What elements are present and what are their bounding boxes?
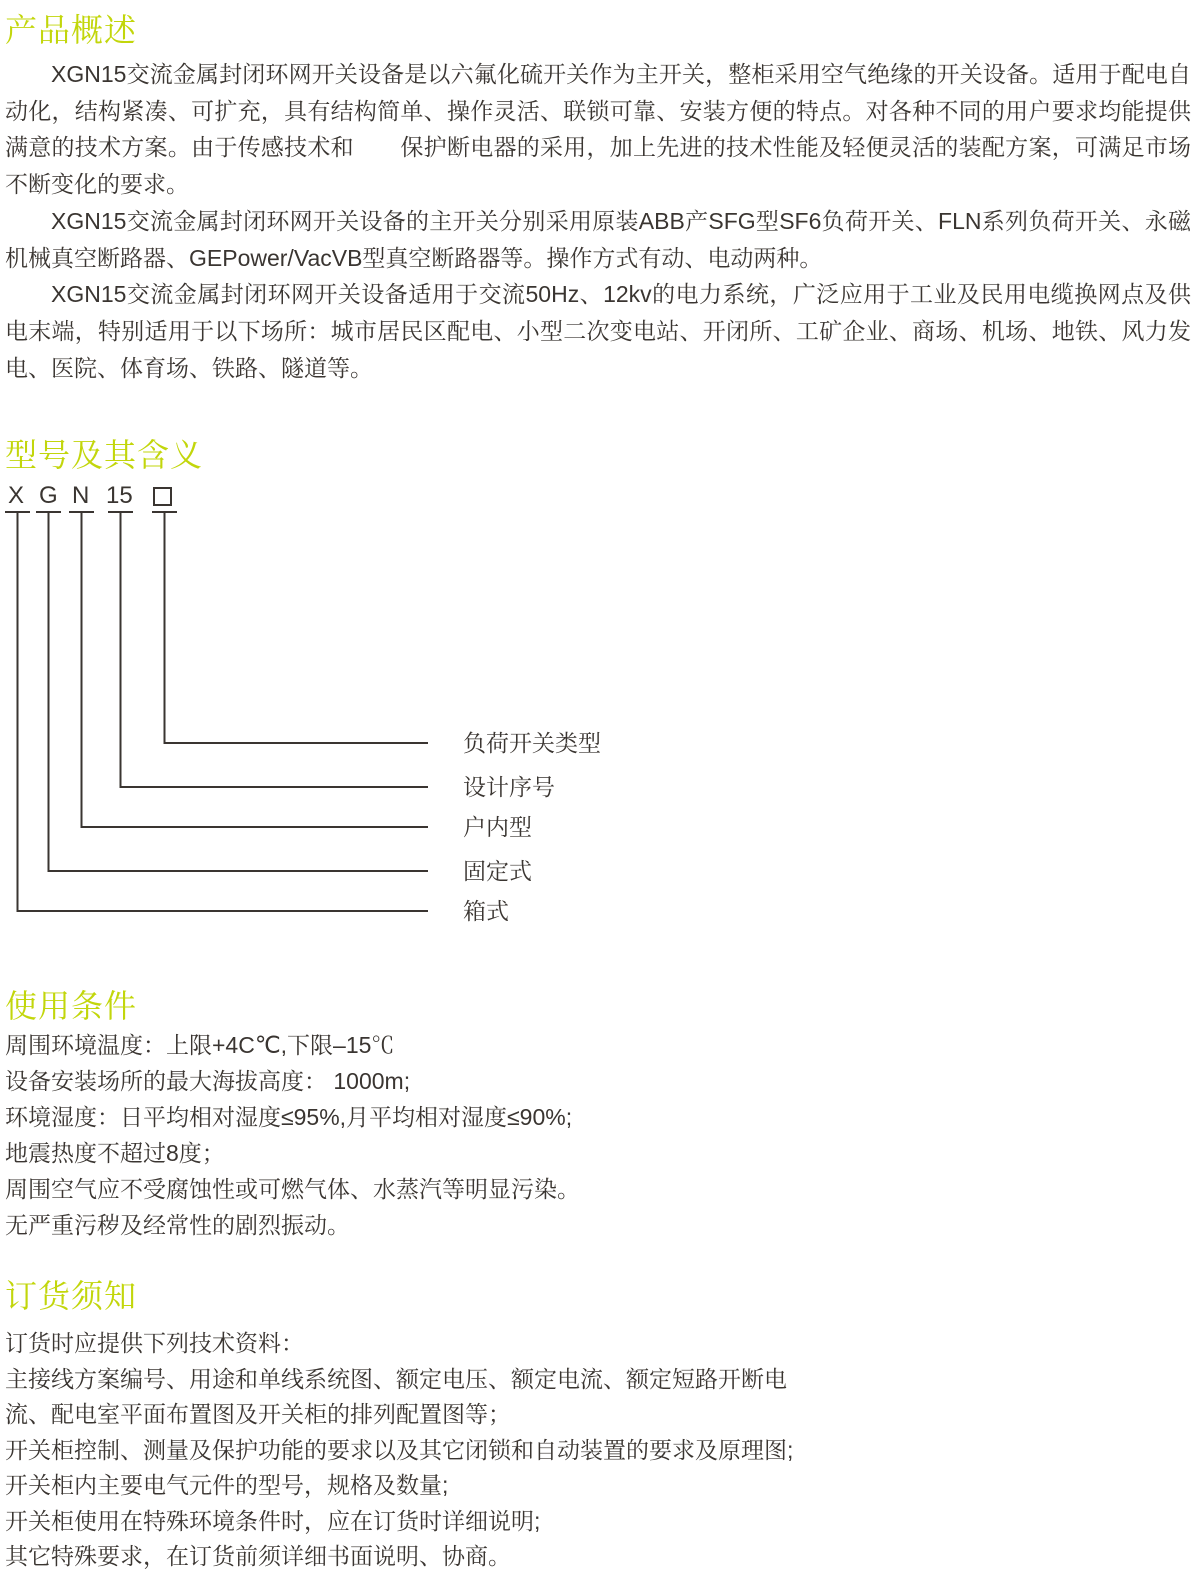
overview-heading: 产品概述 xyxy=(5,12,138,48)
ordering-note-item: 开关柜内主要电气元件的型号，规格及数量; xyxy=(5,1472,449,1498)
model-code-number-15: 15 xyxy=(106,482,133,509)
ordering-note-item: 流、配电室平面布置图及开关柜的排列配置图等； xyxy=(5,1401,511,1427)
model-label-fixed-type: 固定式 xyxy=(463,858,532,884)
model-diagram-lines xyxy=(0,478,440,938)
usage-condition-item: 周围环境温度：上限+4C℃,下限–15℃ xyxy=(5,1032,395,1058)
ordering-note-item: 主接线方案编号、用途和单线系统图、额定电压、额定电流、额定短路开断电 xyxy=(5,1365,787,1392)
usage-condition-item: 环境湿度：日平均相对湿度≤95%,月平均相对湿度≤90%; xyxy=(5,1104,573,1130)
ordering-heading: 订货须知 xyxy=(5,1278,138,1314)
overview-paragraph: XGN15交流金属封闭环网开关设备是以六氟化硫开关作为主开关，整柜采用空气绝缘的开关设备。适用于配电自动化，结构紧凑、可扩充，具有结构简单、操作灵活、联锁可靠、安装方便的特点。对各种不同的用户要求均能提供满意的技术方案。由于传感技术和 保护断电器的采用，加上先进的技术性能及轻便灵活的装配方案，可满足市场不断变化的要求。 xyxy=(5,61,1191,198)
model-label-load-switch-type: 负荷开关类型 xyxy=(463,730,601,756)
ordering-notes-list xyxy=(5,1326,793,1575)
model-label-design-serial: 设计序号 xyxy=(463,774,555,800)
model-heading: 型号及其含义 xyxy=(5,437,204,473)
overview-paragraphs xyxy=(5,56,1191,386)
ordering-note-item: 开关柜使用在特殊环境条件时，应在订货时详细说明; xyxy=(5,1507,541,1534)
usage-condition-item: 地震热度不超过8度； xyxy=(5,1140,225,1166)
ordering-note-item: 订货时应提供下列技术资料： xyxy=(5,1330,304,1356)
usage-condition-item: 设备安装场所的最大海拔高度： 1000m; xyxy=(5,1068,411,1094)
ordering-note-item: 开关柜控制、测量及保护功能的要求以及其它闭锁和自动装置的要求及原理图; xyxy=(5,1436,794,1463)
overview-paragraph: XGN15交流金属封闭环网开关设备适用于交流50Hz、12kv的电力系统，广泛应用于工业及民用电缆换网点及供电末端，特别适用于以下场所：城市居民区配电、小型二次变电站、开闭所、工矿企业、商场、机场、地铁、风力发电、医院、体育场、铁路、隧道等。 xyxy=(5,281,1191,381)
model-code-letter-g: G xyxy=(39,482,58,509)
usage-conditions-list xyxy=(5,1027,580,1243)
usage-condition-item: 无严重污秽及经常性的剧烈振动。 xyxy=(5,1212,350,1238)
model-code-letter-n: N xyxy=(72,482,90,509)
model-label-box-type: 箱式 xyxy=(463,898,509,924)
overview-paragraph: XGN15交流金属封闭环网开关设备的主开关分别采用原装ABB产SFG型SF6负荷开关、FLN系列负荷开关、永磁机械真空断路器、GEPower/VacVB型真空断路器等。操作方式有动、电动两种。 xyxy=(5,207,1191,271)
ordering-note-item: 其它特殊要求，在订货前须详细书面说明、协商。 xyxy=(5,1543,511,1569)
usage-heading: 使用条件 xyxy=(5,988,138,1024)
usage-condition-item: 周围空气应不受腐蚀性或可燃气体、水蒸汽等明显污染。 xyxy=(5,1176,580,1202)
model-label-indoor-type: 户内型 xyxy=(463,814,532,840)
model-code-letter-x: X xyxy=(8,482,25,509)
